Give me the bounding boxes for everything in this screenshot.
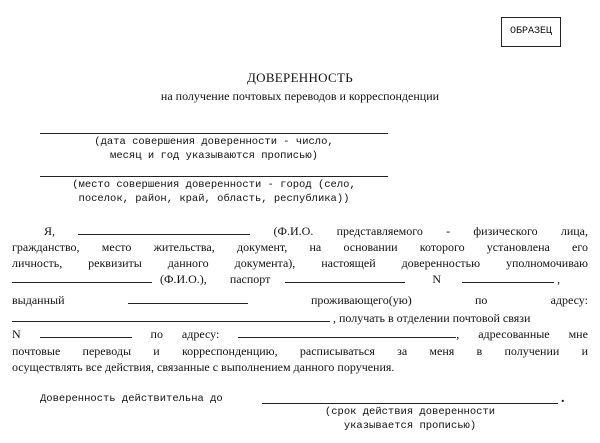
body-text: по bbox=[474, 293, 488, 307]
body-text: по bbox=[150, 327, 163, 341]
body-text: адресу: bbox=[181, 327, 220, 341]
sample-stamp: ОБРАЗЕЦ bbox=[501, 17, 561, 47]
document-title: ДОВЕРЕННОСТЬ bbox=[246, 70, 354, 85]
body-line-6 bbox=[12, 310, 588, 326]
validity-dot: . bbox=[561, 391, 565, 406]
body-text: мне bbox=[568, 327, 588, 341]
validity-label: Доверенность действительна до bbox=[40, 393, 223, 405]
body-line-5 bbox=[12, 292, 588, 308]
body-text: , bbox=[557, 272, 561, 286]
post-office-number-blank bbox=[40, 326, 132, 338]
body-line-7 bbox=[12, 326, 588, 342]
date-note-line-2: месяц и год указываются прописью) bbox=[110, 150, 318, 162]
attorney-fio-blank bbox=[12, 271, 152, 283]
body-text: адресованные bbox=[478, 327, 550, 341]
body-text: физического bbox=[473, 224, 538, 238]
body-text: (Ф.И.О.), bbox=[160, 272, 207, 286]
body-line-2: гражданство, место жительства, документ, на основании которого установлена его bbox=[12, 240, 588, 254]
fio-blank bbox=[78, 223, 250, 235]
body-line-3: личность, реквизиты данного документа), настоящей доверенностью уполномочиваю bbox=[12, 256, 588, 270]
passport-number-blank bbox=[462, 271, 554, 283]
date-blank-line bbox=[40, 133, 388, 134]
body-text: представляемого bbox=[336, 224, 423, 238]
body-line-1 bbox=[12, 223, 588, 239]
passport-blank bbox=[285, 271, 405, 283]
validity-note-line-1: (срок действия доверенности bbox=[324, 406, 496, 418]
validity-blank-line bbox=[262, 403, 558, 404]
body-text: лица, bbox=[560, 224, 588, 238]
body-text: N bbox=[12, 327, 21, 341]
body-text: проживающего(ую) bbox=[310, 293, 412, 307]
address-blank bbox=[12, 310, 330, 322]
document-subtitle: на получение почтовых переводов и корреспонденции bbox=[160, 89, 440, 103]
body-text: выданный bbox=[12, 293, 65, 307]
body-text: адресу: bbox=[550, 293, 588, 307]
body-line-9: осуществлять все действия, связанные с выполнением данного поручения. bbox=[12, 360, 395, 374]
issued-by-blank bbox=[128, 292, 248, 304]
post-office-address-blank bbox=[238, 326, 456, 338]
body-text: паспорт bbox=[229, 272, 271, 286]
place-note-line-2: поселок, район, край, область, республика)) bbox=[78, 193, 350, 205]
place-note-line-1: (место совершения доверенности - город (село, bbox=[72, 179, 356, 191]
validity-note-line-2: указывается прописью) bbox=[343, 420, 477, 432]
body-text: (Ф.И.О. bbox=[273, 224, 314, 238]
place-blank-line bbox=[40, 176, 388, 177]
body-line-4 bbox=[12, 271, 588, 287]
body-text: , bbox=[456, 327, 460, 341]
body-text: , получать в отделении почтовой связи bbox=[333, 311, 531, 325]
date-note-line-1: (дата совершения доверенности - число, bbox=[94, 136, 334, 148]
body-text: - bbox=[446, 224, 451, 238]
body-line-8: почтовые переводы и корреспонденцию, расписываться за меня в получении и bbox=[12, 344, 588, 358]
body-text: Я, bbox=[44, 224, 56, 238]
body-text: N bbox=[432, 272, 442, 286]
